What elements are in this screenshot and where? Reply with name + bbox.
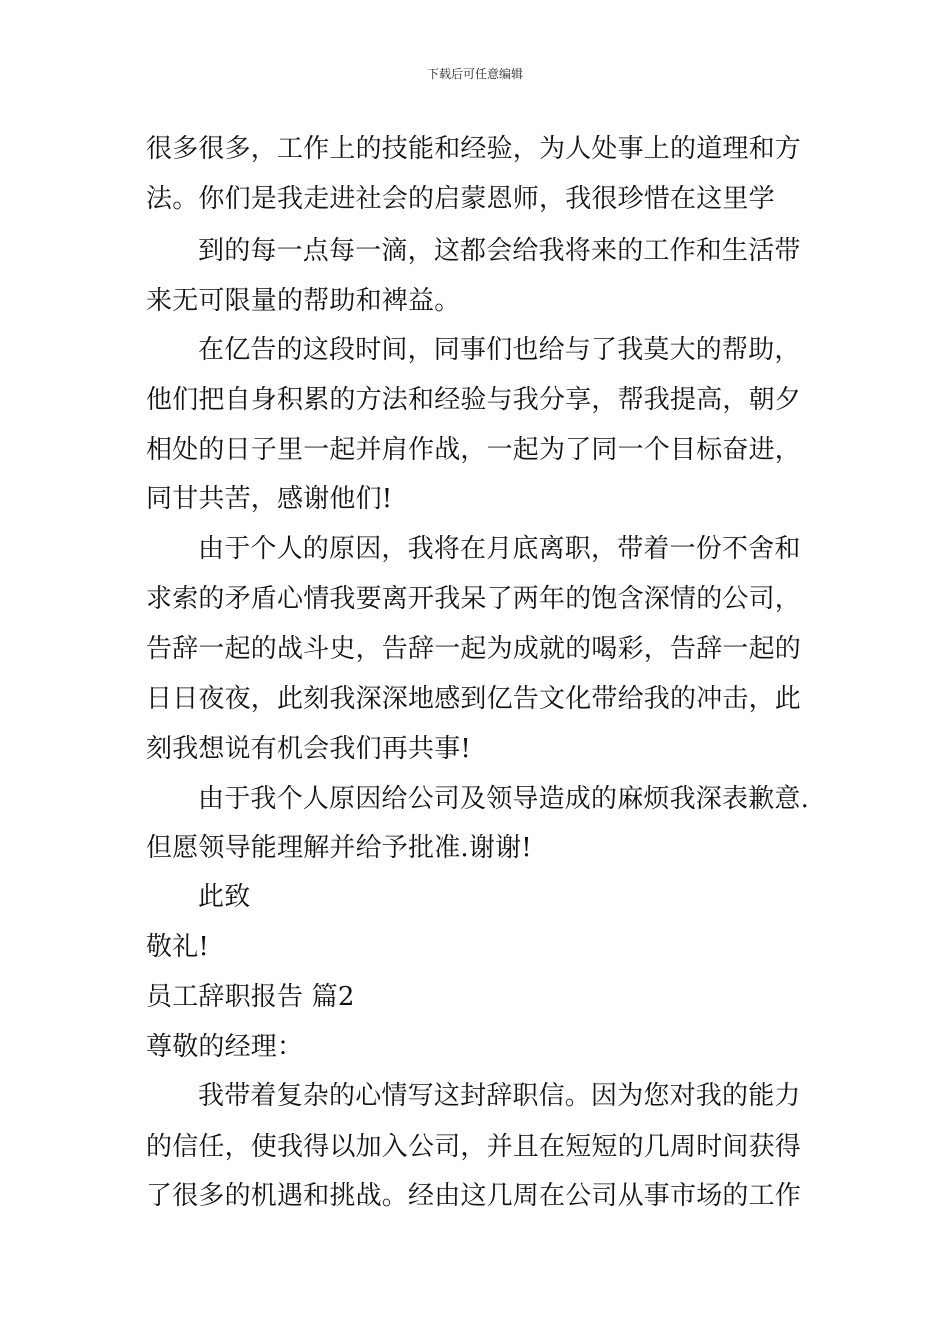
paragraph-line: 我带着复杂的心情写这封辞职信。因为您对我的能力 bbox=[198, 1081, 801, 1111]
paragraph-line: 求索的矛盾心情我要离开我呆了两年的饱含深情的公司， bbox=[146, 584, 802, 614]
paragraph-line: 了很多的机遇和挑战。经由这几周在公司从事市场的工作 bbox=[146, 1181, 802, 1211]
paragraph-line: 告辞一起的战斗史，告辞一起为成就的喝彩，告辞一起的 bbox=[146, 634, 802, 664]
closing-regards: 敬礼! bbox=[146, 932, 210, 962]
paragraph-line: 由于我个人原因给公司及领导造成的麻烦我深表歉意. bbox=[198, 784, 810, 814]
paragraph-line: 法。你们是我走进社会的启蒙恩师，我很珍惜在这里学 bbox=[146, 184, 775, 214]
paragraph-line: 他们把自身积累的方法和经验与我分享，帮我提高，朝夕 bbox=[146, 385, 802, 415]
paragraph-line: 同甘共苦，感谢他们! bbox=[146, 484, 393, 514]
paragraph-line: 在亿告的这段时间，同事们也给与了我莫大的帮助， bbox=[198, 335, 801, 365]
closing-salutation: 此致 bbox=[198, 882, 251, 912]
paragraph-line: 但愿领导能理解并给予批准.谢谢! bbox=[146, 833, 532, 863]
paragraph-line: 刻我想说有机会我们再共事! bbox=[146, 734, 472, 764]
paragraph-line: 很多很多，工作上的技能和经验，为人处事上的道理和方 bbox=[146, 134, 802, 164]
paragraph-line: 到的每一点每一滴，这都会给我将来的工作和生活带 bbox=[198, 236, 801, 266]
paragraph-line: 由于个人的原因，我将在月底离职，带着一份不舍和 bbox=[198, 534, 801, 564]
paragraph-line: 来无可限量的帮助和裨益。 bbox=[146, 286, 461, 316]
paragraph-line: 日日夜夜，此刻我深深地感到亿告文化带给我的冲击，此 bbox=[146, 684, 802, 714]
letter-greeting: 尊敬的经理： bbox=[146, 1032, 304, 1062]
paragraph-line: 的信任，使我得以加入公司，并且在短短的几周时间获得 bbox=[146, 1132, 802, 1162]
header-note: 下载后可任意编辑 bbox=[426, 67, 523, 81]
section-title: 员工辞职报告 篇2 bbox=[146, 982, 355, 1012]
paragraph-line: 相处的日子里一起并肩作战，一起为了同一个目标奋进， bbox=[146, 435, 802, 465]
